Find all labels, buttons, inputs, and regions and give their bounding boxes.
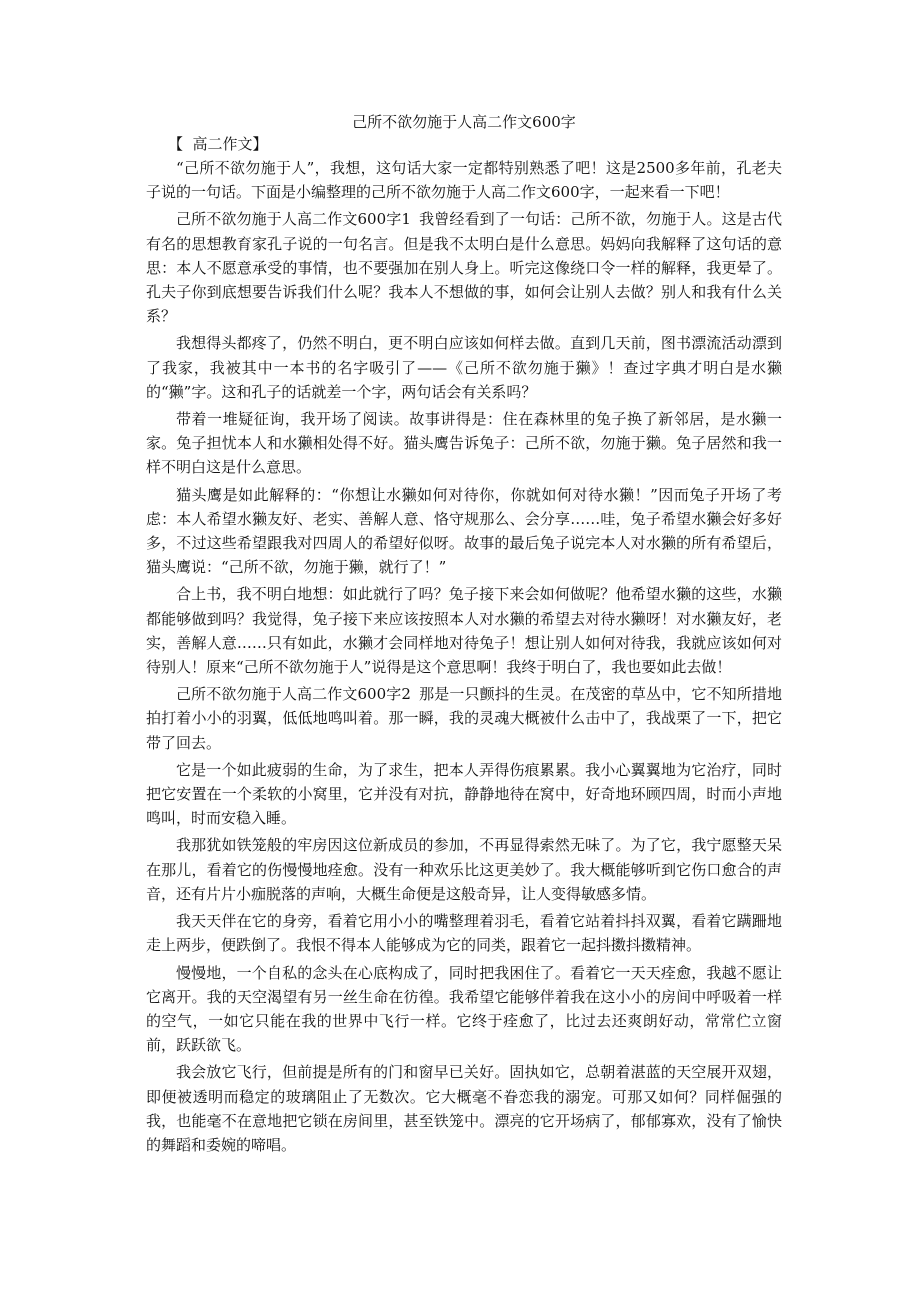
essay1-paragraph-1	[146, 207, 782, 328]
essay2-paragraph-1-text: 那是一只颤抖的生灵。在茂密的草丛中，它不知所措地拍打着小小的羽翼，低低地鸣叫着。那一瞬，我的灵魂大概被什么击中了，我战栗了一下，把它带了回去。	[146, 685, 782, 752]
document-title: 己所不欲勿施于人高二作文600字	[352, 113, 576, 131]
intro-paragraph: “己所不欲勿施于人”，我想，这句话大家一定都特别熟悉了吧！这是2500多年前，孔老夫子说的一句话。下面是小编整理的己所不欲勿施于人高二作文600字，一起来看一下吧！	[146, 159, 782, 202]
essay2-paragraph-4: 我天天伴在它的身旁，看着它用小小的嘴整理着羽毛，看着它站着抖抖双翼，看着它蹒跚地走上两步，便跌倒了。我恨不得本人能够成为它的同类，跟着它一起抖擞抖擞精神。	[146, 912, 782, 955]
essay2-paragraph-5: 慢慢地，一个自私的念头在心底构成了，同时把我困住了。看着它一天天痊愈，我越不愿让它离开。我的天空渴望有另一丝生命在彷徨。我希望它能够伴着我在这小小的房间中呼吸着一样的空气，一如它只能在我的世界中飞行一样。它终于痊愈了，比过去还爽朗好动，常常伫立窗前，跃跃欲飞。	[146, 963, 782, 1055]
essay2-paragraph-3: 我那犹如铁笼般的牢房因这位新成员的参加，不再显得索然无味了。为了它，我宁愿整天呆在那儿，看着它的伤慢慢地痊愈。没有一种欢乐比这更美妙了。我大概能够听到它伤口愈合的声音，还有片片小痂脱落的声响，大概生命便是这般奇异，让人变得敏感多情。	[146, 836, 782, 903]
category-label: 【 高二作文】	[168, 135, 268, 153]
essay1-paragraph-4: 猫头鹰是如此解释的：“你想让水獭如何对待你，你就如何对待水獭！”因而兔子开场了考虑：本人希望水獭友好、老实、善解人意、恪守规那么、会分享……哇，兔子希望水獭会好多好多，不过这些希望跟我对四周人的希望好似呀。故事的最后兔子说完本人对水獭的所有希望后，猫头鹰说：“己所不欲，勿施于獭，就行了！”	[146, 485, 782, 577]
essay2-paragraph-2: 它是一个如此疲弱的生命，为了求生，把本人弄得伤痕累累。我小心翼翼地为它治疗，同时把它安置在一个柔软的小窝里，它并没有对抗，静静地待在窝中，好奇地环顾四周，时而小声地鸣叫，时而安稳入睡。	[146, 760, 782, 828]
essay2-heading: 己所不欲勿施于人高二作文600字2	[176, 685, 411, 704]
essay1-paragraph-2: 我想得头都疼了，仍然不明白，更不明白应该如何样去做。直到几天前，图书漂流活动漂到了我家，我被其中一本书的名字吸引了——《己所不欲勿施于獭》！查过字典才明白是水獭的“獭”字。这和孔子的话就差一个字，两句话会有关系吗？	[146, 334, 782, 401]
essay1-paragraph-1-text: 我曾经看到了一句话：己所不欲，勿施于人。这是古代有名的思想教育家孔子说的一句名言。但是我不太明白是什么意思。妈妈向我解释了这句话的意思：本人不愿意承受的事情，也不要强加在别人身上。听完这像绕口令一样的解释，我更晕了。孔夫子你到底想要告诉我们什么呢？我本人不想做的事，如何会让别人去做？别人和我有什么关系？	[146, 210, 782, 326]
essay1-heading: 己所不欲勿施于人高二作文600字1	[176, 210, 411, 229]
essay1-paragraph-5: 合上书，我不明白地想：如此就行了吗？兔子接下来会如何做呢？他希望水獭的这些，水獭都能够做到吗？我觉得，兔子接下来应该按照本人对水獭的希望去对待水獭呀！对水獭友好，老实，善解人意……只有如此，水獭才会同样地对待兔子！想让别人如何对待我，我就应该如何对待别人！原来“己所不欲勿施于人”说得是这个意思啊！我终于明白了，我也要如此去做！	[146, 585, 782, 677]
essay2-paragraph-1	[146, 682, 782, 755]
essay2-paragraph-6: 我会放它飞行，但前提是所有的门和窗早已关好。固执如它，总朝着湛蓝的天空展开双翅，即便被透明而稳定的玻璃阻止了无数次。它大概毫不眷恋我的溺宠。可那又如何？同样倔强的我，也能毫不在意地把它锁在房间里，甚至铁笼中。漂亮的它开场病了，郁郁寡欢，没有了愉快的舞蹈和委婉的啼唱。	[146, 1063, 782, 1154]
document-page	[146, 112, 782, 1160]
essay1-paragraph-3: 带着一堆疑征询，我开场了阅读。故事讲得是：住在森林里的兔子换了新邻居，是水獭一家。兔子担忧本人和水獭相处得不好。猫头鹰告诉兔子：己所不欲，勿施于獭。兔子居然和我一样不明白这是什么意思。	[146, 410, 782, 477]
